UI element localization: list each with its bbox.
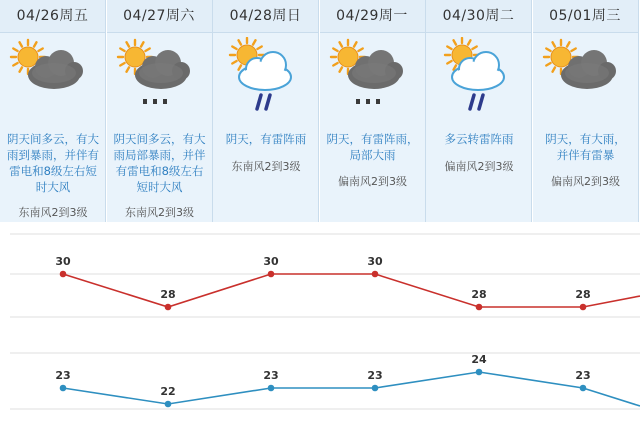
forecast-day [107,0,213,222]
date-label: 04/26周五 [0,0,105,33]
weather-description-line: 阴天，有大雨， [545,132,626,146]
high-temp-line [63,274,640,307]
weather-description-line: 阴天间多云，有大 [7,132,99,146]
date-label: 04/29周一 [320,0,425,33]
weather-description-line: 并伴有雷暴 [556,148,615,162]
high-temp-value-label: 28 [471,288,487,301]
weather-description [213,131,319,147]
low-temp-point [372,385,379,392]
high-temp-point [476,304,483,311]
weather-description-line: 局部大雨 [349,148,396,162]
wind-label: 东南风2到3级 [125,206,194,219]
thunder-shower-icon [213,37,319,107]
low-temp-point [476,369,483,376]
weather-description-line: 短时大风 [136,180,183,194]
forecast-day [320,0,426,222]
weather-description-line: 阴天，有雷阵雨， [326,132,419,146]
low-temp-line [63,372,640,406]
low-temp-value-label: 23 [55,369,71,382]
high-temp-point [268,271,275,278]
low-temp-value-label: 23 [575,369,591,382]
forecast-day [0,0,106,222]
wind-label: 东南风2到3级 [231,160,301,173]
weather-description [533,131,639,163]
weather-description [107,131,213,195]
wind-label: 偏南风2到3级 [338,175,407,188]
wind-label: 东南风2到3级 [18,206,88,219]
low-temp-point [60,385,67,392]
date-label: 05/01周三 [533,0,638,33]
wind-label: 偏南风2到3级 [551,175,620,188]
high-temp-point [372,271,379,278]
sun-cloud-icon [533,37,639,107]
date-label: 04/27周六 [107,0,212,33]
wind-label: 偏南风2到3级 [444,160,514,173]
date-label: 04/30周二 [426,0,531,33]
weather-description-line: 雷电和8级左右短 [9,164,97,178]
high-temp-point [580,304,587,311]
date-label: 04/28周日 [213,0,318,33]
temperature-chart [0,222,640,421]
weather-description-line: 有雷电和8级左右 [115,164,204,178]
high-temp-value-label: 28 [575,288,591,301]
low-temp-point [165,401,172,408]
low-temp-value-label: 23 [263,369,279,382]
weather-description [320,131,426,163]
weather-description-line: 雨到暴雨，并伴有 [7,148,99,162]
sun-cloud-rain-icon [107,37,213,107]
high-temp-point [60,271,67,278]
weather-description [426,131,532,147]
high-temp-value-label: 28 [160,288,176,301]
forecast-day [426,0,532,222]
low-temp-value-label: 22 [160,385,176,398]
weather-description-line: 多云转雷阵雨 [444,132,514,146]
weather-description-line: 时大风 [35,180,71,194]
weather-description-line: 雨局部暴雨，并伴 [113,148,206,162]
low-temp-point [268,385,275,392]
low-temp-value-label: 23 [367,369,383,382]
high-temp-value-label: 30 [367,255,383,268]
thunder-shower-sun-icon [426,37,532,107]
weather-description-line: 阴天，有雷阵雨 [225,132,307,146]
sun-cloud-rain-icon [320,37,426,107]
forecast-day [213,0,319,222]
weather-description [0,131,106,195]
low-temp-point [580,385,587,392]
temperature-chart-svg [0,222,640,421]
low-temp-value-label: 24 [471,353,487,366]
high-temp-value-label: 30 [263,255,279,268]
weather-description-line: 阴天间多云，有大 [113,132,206,146]
high-temp-value-label: 30 [55,255,71,268]
forecast-day [533,0,639,222]
sun-cloud-rain-icon [0,37,106,107]
high-temp-point [165,304,172,311]
